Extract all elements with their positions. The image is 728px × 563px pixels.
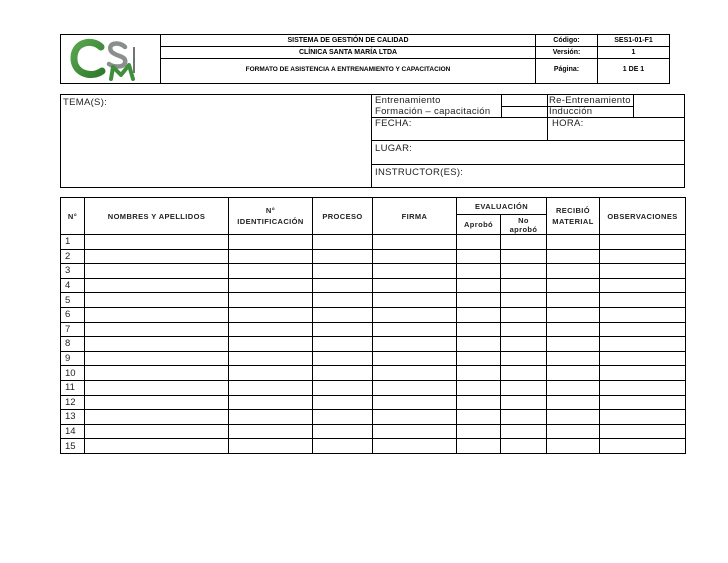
firma-cell[interactable]	[373, 351, 457, 366]
firma-cell[interactable]	[373, 293, 457, 308]
aprobo-cell[interactable]	[457, 366, 501, 381]
table-row	[61, 395, 686, 410]
no-aprobo-cell[interactable]	[501, 410, 547, 425]
identificacion-cell[interactable]	[229, 264, 313, 279]
recibio-cell[interactable]	[547, 351, 600, 366]
nombre-cell[interactable]	[85, 322, 229, 337]
identificacion-cell[interactable]	[229, 337, 313, 352]
aprobo-cell[interactable]	[457, 410, 501, 425]
code-label: Código:	[553, 37, 580, 44]
no-aprobo-cell[interactable]	[501, 366, 547, 381]
no-aprobo-cell[interactable]	[501, 278, 547, 293]
no-aprobo-cell[interactable]	[501, 293, 547, 308]
col-header-number: N°	[61, 198, 85, 235]
firma-cell[interactable]	[373, 439, 457, 454]
table-row	[61, 351, 686, 366]
identificacion-cell[interactable]	[229, 351, 313, 366]
aprobo-cell[interactable]	[457, 307, 501, 322]
observaciones-cell[interactable]	[600, 351, 686, 366]
identificacion-cell[interactable]	[229, 410, 313, 425]
recibio-cell[interactable]	[547, 380, 600, 395]
col-header-proceso: PROCESO	[313, 198, 373, 235]
col-header-recibio-material	[547, 198, 600, 235]
observaciones-cell[interactable]	[600, 278, 686, 293]
row-number: 9	[61, 351, 85, 366]
table-row	[61, 439, 686, 454]
no-aprobo-cell[interactable]	[501, 351, 547, 366]
nombre-cell[interactable]	[85, 293, 229, 308]
formacion-option[interactable]: Formación – capacitación	[375, 106, 491, 117]
no-aprobo-cell[interactable]	[501, 264, 547, 279]
nombre-cell[interactable]	[85, 439, 229, 454]
col-header-no-aprobo-line2: aprobó	[509, 224, 538, 234]
col-header-recibio-line2: MATERIAL	[552, 217, 594, 226]
firma-cell[interactable]	[373, 249, 457, 264]
proceso-cell[interactable]	[313, 424, 373, 439]
firma-cell[interactable]	[373, 380, 457, 395]
proceso-cell[interactable]	[313, 366, 373, 381]
col-header-no-aprobo-line1: No	[518, 215, 529, 225]
page-label: Página:	[553, 66, 580, 73]
nombre-cell[interactable]	[85, 264, 229, 279]
aprobo-cell[interactable]	[457, 424, 501, 439]
col-header-evaluacion: EVALUACIÓN	[457, 198, 547, 215]
aprobo-cell[interactable]	[457, 351, 501, 366]
identificacion-cell[interactable]	[229, 395, 313, 410]
nombre-cell[interactable]	[85, 249, 229, 264]
identificacion-cell[interactable]	[229, 439, 313, 454]
nombre-cell[interactable]	[85, 307, 229, 322]
form-title: FORMATO DE ASISTENCIA A ENTRENAMIENTO Y CAPACITACION	[245, 66, 451, 73]
table-row	[61, 380, 686, 395]
recibio-cell[interactable]	[547, 424, 600, 439]
recibio-cell[interactable]	[547, 322, 600, 337]
clinic-name: CLÍNICA SANTA MARÍA LTDA	[298, 49, 398, 56]
row-number: 5	[61, 293, 85, 308]
hora-label: HORA:	[552, 118, 584, 129]
col-header-identificacion	[229, 198, 313, 235]
firma-cell[interactable]	[373, 235, 457, 250]
observaciones-cell[interactable]	[600, 410, 686, 425]
firma-cell[interactable]	[373, 278, 457, 293]
nombre-cell[interactable]	[85, 278, 229, 293]
proceso-cell[interactable]	[313, 293, 373, 308]
aprobo-cell[interactable]	[457, 264, 501, 279]
identificacion-cell[interactable]	[229, 235, 313, 250]
recibio-cell[interactable]	[547, 278, 600, 293]
table-row	[61, 410, 686, 425]
proceso-cell[interactable]	[313, 235, 373, 250]
no-aprobo-cell[interactable]	[501, 235, 547, 250]
proceso-cell[interactable]	[313, 410, 373, 425]
col-header-nombres: NOMBRES Y APELLIDOS	[85, 198, 229, 235]
recibio-cell[interactable]	[547, 366, 600, 381]
firma-cell[interactable]	[373, 307, 457, 322]
observaciones-cell[interactable]	[600, 235, 686, 250]
table-row	[61, 307, 686, 322]
col-header-id-line1: N°	[265, 206, 276, 215]
table-row	[61, 337, 686, 352]
no-aprobo-cell[interactable]	[501, 322, 547, 337]
induccion-option[interactable]: Inducción	[549, 106, 593, 117]
proceso-cell[interactable]	[313, 337, 373, 352]
nombre-cell[interactable]	[85, 410, 229, 425]
no-aprobo-cell[interactable]	[501, 337, 547, 352]
firma-cell[interactable]	[373, 410, 457, 425]
table-row	[61, 249, 686, 264]
recibio-cell[interactable]	[547, 264, 600, 279]
recibio-cell[interactable]	[547, 293, 600, 308]
col-header-recibio-line1: RECIBIÓ	[555, 206, 591, 215]
firma-cell[interactable]	[373, 366, 457, 381]
row-number: 1	[61, 235, 85, 250]
observaciones-cell[interactable]	[600, 424, 686, 439]
col-header-no-aprobo	[501, 215, 547, 235]
firma-cell[interactable]	[373, 337, 457, 352]
recibio-cell[interactable]	[547, 410, 600, 425]
table-row	[61, 424, 686, 439]
proceso-cell[interactable]	[313, 439, 373, 454]
table-row	[61, 235, 686, 250]
firma-cell[interactable]	[373, 264, 457, 279]
observaciones-cell[interactable]	[600, 322, 686, 337]
identificacion-cell[interactable]	[229, 278, 313, 293]
instructor-label: INSTRUCTOR(ES):	[375, 167, 464, 178]
identificacion-cell[interactable]	[229, 307, 313, 322]
observaciones-cell[interactable]	[600, 366, 686, 381]
system-title: SISTEMA DE GESTIÓN DE CALIDAD	[287, 37, 409, 44]
observaciones-cell[interactable]	[600, 249, 686, 264]
row-number: 15	[61, 439, 85, 454]
nombre-cell[interactable]	[85, 235, 229, 250]
no-aprobo-cell[interactable]	[501, 439, 547, 454]
col-header-firma: FIRMA	[373, 198, 457, 235]
no-aprobo-cell[interactable]	[501, 249, 547, 264]
firma-cell[interactable]	[373, 395, 457, 410]
aprobo-cell[interactable]	[457, 249, 501, 264]
nombre-cell[interactable]	[85, 366, 229, 381]
row-number: 2	[61, 249, 85, 264]
row-number: 12	[61, 395, 85, 410]
no-aprobo-cell[interactable]	[501, 307, 547, 322]
firma-cell[interactable]	[373, 322, 457, 337]
proceso-cell[interactable]	[313, 307, 373, 322]
attendance-table	[60, 197, 686, 454]
nombre-cell[interactable]	[85, 351, 229, 366]
row-number: 6	[61, 307, 85, 322]
row-number: 11	[61, 380, 85, 395]
entrenamiento-option[interactable]: Entrenamiento	[375, 95, 441, 106]
code-value: SES1-01-F1	[614, 37, 653, 44]
no-aprobo-cell[interactable]	[501, 380, 547, 395]
proceso-cell[interactable]	[313, 322, 373, 337]
recibio-cell[interactable]	[547, 337, 600, 352]
nombre-cell[interactable]	[85, 380, 229, 395]
identificacion-cell[interactable]	[229, 366, 313, 381]
version-value: 1	[631, 49, 636, 56]
aprobo-cell[interactable]	[457, 278, 501, 293]
session-info	[60, 94, 685, 188]
aprobo-cell[interactable]	[457, 235, 501, 250]
row-number: 3	[61, 264, 85, 279]
table-row	[61, 278, 686, 293]
col-header-observaciones: OBSERVACIONES	[600, 198, 686, 235]
col-header-id-line2: IDENTIFICACIÓN	[237, 217, 304, 226]
observaciones-cell[interactable]	[600, 307, 686, 322]
row-number: 13	[61, 410, 85, 425]
fecha-label: FECHA:	[375, 118, 412, 129]
nombre-cell[interactable]	[85, 337, 229, 352]
aprobo-cell[interactable]	[457, 439, 501, 454]
row-number: 14	[61, 424, 85, 439]
proceso-cell[interactable]	[313, 249, 373, 264]
aprobo-cell[interactable]	[457, 293, 501, 308]
table-row	[61, 366, 686, 381]
identificacion-cell[interactable]	[229, 322, 313, 337]
recibio-cell[interactable]	[547, 395, 600, 410]
observaciones-cell[interactable]	[600, 439, 686, 454]
nombre-cell[interactable]	[85, 395, 229, 410]
aprobo-cell[interactable]	[457, 380, 501, 395]
page-value: 1 DE 1	[622, 66, 645, 73]
reentrenamiento-option[interactable]: Re-Entrenamiento	[549, 95, 631, 106]
version-label: Versión:	[552, 49, 581, 56]
row-number: 10	[61, 366, 85, 381]
firma-cell[interactable]	[373, 424, 457, 439]
aprobo-cell[interactable]	[457, 395, 501, 410]
row-number: 4	[61, 278, 85, 293]
form-header	[60, 34, 670, 84]
proceso-cell[interactable]	[313, 351, 373, 366]
identificacion-cell[interactable]	[229, 424, 313, 439]
observaciones-cell[interactable]	[600, 337, 686, 352]
no-aprobo-cell[interactable]	[501, 424, 547, 439]
aprobo-cell[interactable]	[457, 337, 501, 352]
proceso-cell[interactable]	[313, 380, 373, 395]
no-aprobo-cell[interactable]	[501, 395, 547, 410]
observaciones-cell[interactable]	[600, 395, 686, 410]
identificacion-cell[interactable]	[229, 293, 313, 308]
tema-label: TEMA(S):	[63, 97, 108, 108]
table-row	[61, 264, 686, 279]
proceso-cell[interactable]	[313, 395, 373, 410]
proceso-cell[interactable]	[313, 278, 373, 293]
recibio-cell[interactable]	[547, 235, 600, 250]
observaciones-cell[interactable]	[600, 293, 686, 308]
clinic-logo	[67, 37, 155, 81]
col-header-aprobo: Aprobó	[457, 215, 501, 235]
observaciones-cell[interactable]	[600, 380, 686, 395]
recibio-cell[interactable]	[547, 307, 600, 322]
lugar-label: LUGAR:	[375, 143, 413, 154]
identificacion-cell[interactable]	[229, 249, 313, 264]
aprobo-cell[interactable]	[457, 322, 501, 337]
recibio-cell[interactable]	[547, 249, 600, 264]
proceso-cell[interactable]	[313, 264, 373, 279]
observaciones-cell[interactable]	[600, 264, 686, 279]
row-number: 8	[61, 337, 85, 352]
table-row	[61, 293, 686, 308]
table-row	[61, 322, 686, 337]
row-number: 7	[61, 322, 85, 337]
identificacion-cell[interactable]	[229, 380, 313, 395]
nombre-cell[interactable]	[85, 424, 229, 439]
recibio-cell[interactable]	[547, 439, 600, 454]
